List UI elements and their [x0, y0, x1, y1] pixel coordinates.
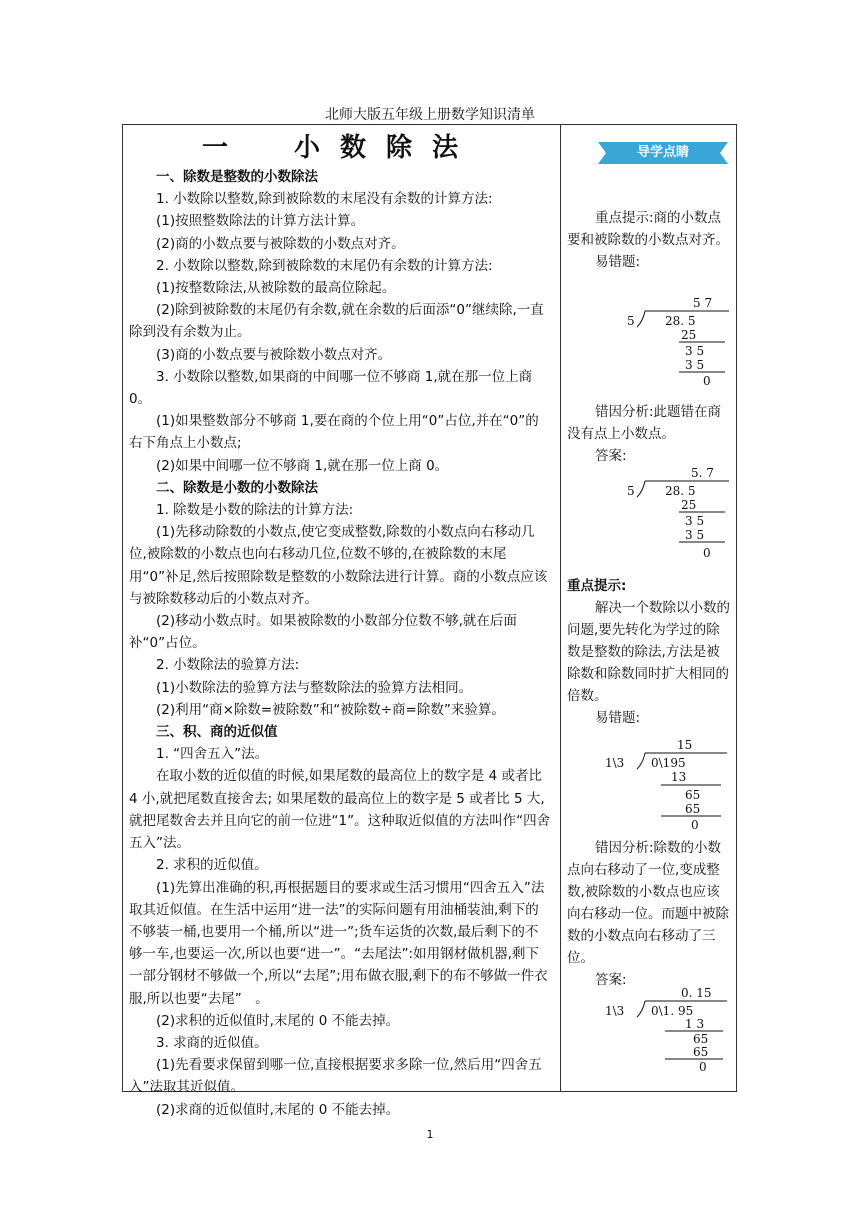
dividend: 28. 5 [665, 314, 696, 328]
focus-text-1: 重点提示:商的小数点要和被除数的小数点对齐。 [567, 210, 729, 248]
knowledge-line: (2)如果中间哪一位不够商 1,就在那一位上商 0。 [156, 457, 449, 474]
quotient: 5 7 [693, 296, 713, 310]
dividend: 28. 5 [665, 484, 696, 498]
page-number: 1 [426, 1128, 434, 1141]
side-column [561, 125, 737, 1091]
knowledge-line: 在取小数的近似值的时候,如果尾数的最高位上的数字是 4 或者比 4 小,就把尾数直接舍去; 如果尾数的最高位上的数字是 5 或者比 5 大,就把尾数舍去并且向它的前一位进“1”。这种取近似值的方法叫作“四舍五入”法。 [129, 768, 551, 852]
divisor: 1\3 [605, 756, 625, 770]
knowledge-line: (2)移动小数点时。如果被除数的小数部分位数不够,就在后面补“0”占位。 [129, 613, 517, 652]
knowledge-line: 三、积、商的近似值 [156, 724, 278, 741]
remainder: 0 [703, 374, 711, 387]
divisor: 5 [627, 484, 635, 498]
knowledge-line: 一、除数是整数的小数除法 [156, 169, 318, 185]
dividend: 0\1. 95 [651, 1004, 694, 1018]
knowledge-points [129, 166, 551, 1121]
guide-tag-label: 导学点睛 [636, 145, 689, 160]
remainder: 65 [685, 788, 701, 802]
analysis-note-1 [567, 401, 731, 467]
remainder: 65 [693, 1032, 709, 1046]
knowledge-line: (2)求商的近似值时,末尾的 0 不能去掉。 [156, 1101, 400, 1118]
remainder: 3 5 [685, 514, 705, 528]
knowledge-line: (2)除到被除数的末尾仍有余数,就在余数的后面添“0”继续除,一直除到没有余数为止。 [129, 302, 544, 341]
focus-text-2: 解决一个数除以小数的问题,要先转化为学过的除数是整数的除法,方法是被除数和除数同时扩大相同的倍数。 [567, 600, 730, 704]
remainder: 65 [693, 1045, 709, 1059]
main-column [123, 131, 557, 1121]
knowledge-line: (1)先看要求保留到哪一位,直接根据要求多除一位,然后用“四舍五入”法取其近似值。 [129, 1057, 542, 1096]
divisor: 5 [627, 314, 635, 328]
error-label-2: 易错题: [595, 710, 641, 726]
knowledge-line: (1)按照整数除法的计算方法计算。 [156, 213, 365, 230]
focus-note-1 [567, 207, 731, 273]
knowledge-line: (2)求积的近似值时,末尾的 0 不能去掉。 [156, 1012, 400, 1029]
knowledge-line: (3)商的小数点要与被除数小数点对齐。 [156, 346, 392, 363]
knowledge-line: 1. “四舍五入”法。 [156, 746, 269, 763]
knowledge-line: (1)先移动除数的小数点,使它变成整数,除数的小数点向右移动几位,被除数的小数点也向右移动几位,位数不够的,在被除数的末尾用“0”补足,然后按照除数是整数的小数除法进行计算。商的小数点应该与被除数移动后的小数点对齐。 [129, 524, 548, 607]
knowledge-line: 1. 除数是小数的除法的计算方法: [156, 502, 354, 519]
remainder: 3 5 [685, 528, 705, 542]
chapter-title: 一 小数除法 [201, 133, 478, 163]
remainder: 25 [681, 498, 697, 512]
knowledge-line: 3. 求商的近似值。 [156, 1034, 268, 1051]
knowledge-line: 1. 小数除以整数,除到被除数的末尾没有余数的计算方法: [156, 191, 493, 208]
quotient: 0. 15 [681, 986, 712, 1000]
remainder: 65 [685, 802, 701, 816]
focus-label-2: 重点提示: [567, 578, 627, 594]
error-label-1: 易错题: [595, 254, 641, 270]
focus-note-2 [567, 575, 731, 729]
quotient: 5. 7 [691, 466, 714, 480]
remainder: 1 3 [685, 1017, 705, 1031]
analysis-text-1: 错因分析:此题错在商没有点上小数点。 [567, 404, 722, 442]
knowledge-line: (2)商的小数点要与被除数的小数点对齐。 [156, 235, 405, 252]
long-division-2 [621, 465, 731, 570]
answer-label-2: 答案: [595, 972, 627, 988]
analysis-text-2: 错因分析:除数的小数点向右移动了一位,变成整数,被除数的小数点也应该向右移动一位。而题中被除数的小数点向右移动了三位。 [567, 840, 729, 966]
long-division-3 [601, 737, 731, 840]
knowledge-line: (1)先算出准确的积,再根据题目的要求或生活习惯用“四舍五入”法取其近似值。在生活中运用“进一法”的实际问题有用油桶装油,剩下的不够装一桶,也要用一个桶,所以“进一”;货车运货的次数,最后剩下的不够一车,也要运一次,所以也要“进一”。“去尾法”:如用钢材做机器,剩下一部分钢材不够做一个,所以“去尾”;用布做衣服,剩下的布不够做一件衣服,所以也要“去尾” 。 [129, 879, 548, 1007]
remainder: 13 [671, 770, 687, 784]
knowledge-line: 2. 小数除法的验算方法: [156, 657, 300, 674]
answer-label-1: 答案: [595, 448, 627, 464]
quotient: 15 [677, 738, 693, 752]
remainder: 0 [699, 1060, 707, 1073]
page-header: 北师大版五年级上册数学知识清单 [325, 107, 535, 123]
knowledge-line: 二、除数是小数的小数除法 [156, 479, 318, 496]
knowledge-line: 2. 小数除以整数,除到被除数的末尾仍有余数的计算方法: [156, 257, 493, 274]
long-division-4 [605, 985, 735, 1080]
remainder: 25 [681, 328, 697, 342]
remainder: 0 [703, 546, 711, 560]
dividend: 0\195 [651, 756, 686, 770]
analysis-note-2 [567, 837, 731, 991]
knowledge-line: 3. 小数除以整数,如果商的中间哪一位不够商 1,就在那一位上商 0。 [129, 368, 533, 408]
knowledge-line: (1)按整数除法,从被除数的最高位除起。 [156, 280, 396, 297]
remainder: 3 5 [685, 358, 705, 372]
long-division-1 [621, 295, 731, 394]
remainder: 3 5 [685, 344, 705, 358]
knowledge-line: (2)利用“商×除数=被除数”和“被除数÷商=除数”来验算。 [156, 701, 505, 718]
knowledge-line: (1)小数除法的验算方法与整数除法的验算方法相同。 [156, 679, 473, 696]
divisor: 1\3 [605, 1004, 625, 1018]
knowledge-line: 2. 求积的近似值。 [156, 857, 268, 874]
remainder: 0 [691, 818, 699, 832]
knowledge-line: (1)如果整数部分不够商 1,要在商的个位上用“0”占位,并在“0”的右下角点上小数点; [129, 413, 539, 452]
content-table [122, 124, 737, 1118]
guide-tag [598, 142, 728, 164]
